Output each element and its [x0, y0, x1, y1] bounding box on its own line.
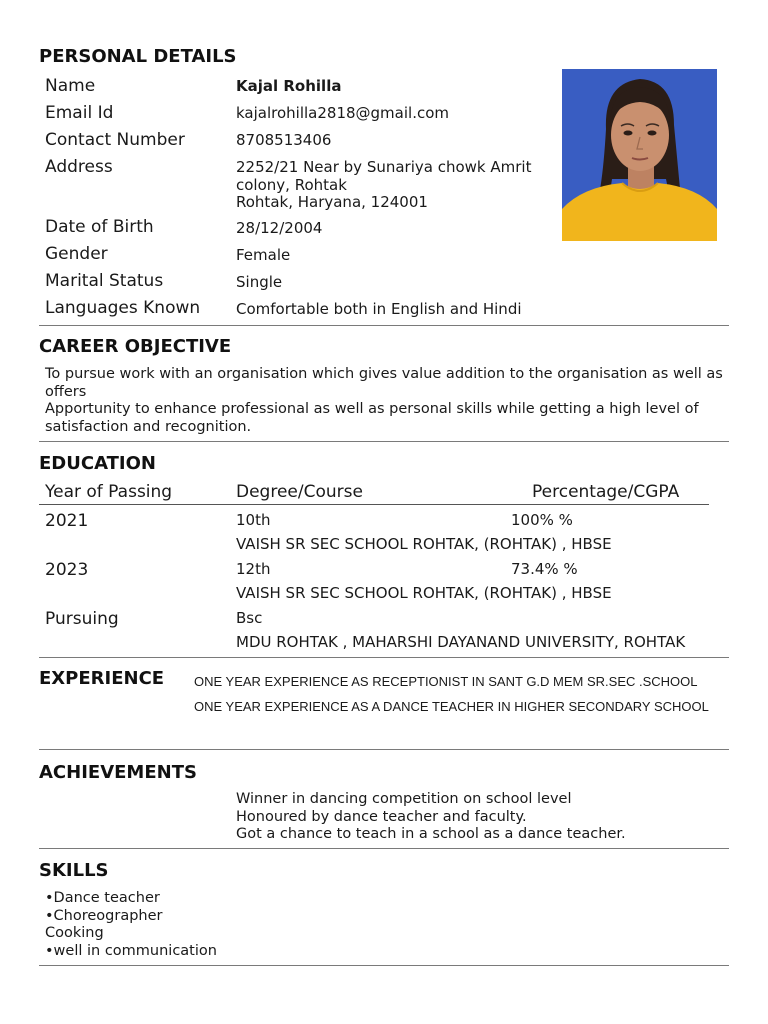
edu-institution: MDU ROHTAK , MAHARSHI DAYANAND UNIVERSITY, ROHTAK [236, 633, 686, 651]
contact-value: 8708513406 [236, 131, 332, 149]
education-heading: EDUCATION [39, 453, 156, 474]
career-line: satisfaction and recognition. [45, 418, 252, 435]
divider [39, 657, 729, 658]
divider [39, 749, 729, 750]
skill-item: Cooking [45, 925, 104, 941]
gender-label: Gender [45, 244, 108, 264]
contact-label: Contact Number [45, 130, 185, 150]
divider [39, 848, 729, 849]
col-percentage-header: Percentage/CGPA [532, 482, 680, 502]
divider [39, 325, 729, 326]
dob-label: Date of Birth [45, 217, 154, 237]
marital-status-value: Single [236, 273, 283, 291]
languages-value: Comfortable both in English and Hindi [236, 300, 522, 318]
col-year-header: Year of Passing [45, 482, 173, 502]
edu-course: Bsc [236, 609, 263, 627]
achievement-item: Honoured by dance teacher and faculty. [236, 808, 527, 825]
divider [39, 441, 729, 442]
career-line: offers [45, 383, 87, 400]
edu-year: 2021 [45, 511, 89, 531]
email-label: Email Id [45, 103, 114, 123]
career-line: To pursue work with an organisation which gives value addition to the organisation as well as [45, 366, 723, 382]
skills-heading: SKILLS [39, 860, 109, 881]
skills-list [45, 890, 445, 960]
dob-value: 28/12/2004 [236, 219, 323, 237]
edu-course: 10th [236, 511, 271, 529]
email-value: kajalrohilla2818@gmail.com [236, 104, 449, 122]
personal-details-heading: PERSONAL DETAILS [39, 46, 237, 67]
experience-item: ONE YEAR EXPERIENCE AS A DANCE TEACHER IN HIGHER SECONDARY SCHOOL [194, 699, 709, 714]
edu-course: 12th [236, 560, 271, 578]
divider [39, 965, 729, 966]
experience-heading: EXPERIENCE [39, 668, 165, 689]
languages-label: Languages Known [45, 298, 201, 318]
edu-year: 2023 [45, 560, 89, 580]
achievement-item: Winner in dancing competition on school level [236, 791, 572, 807]
marital-status-label: Marital Status [45, 271, 164, 291]
achievements-heading: ACHIEVEMENTS [39, 762, 197, 783]
edu-percentage: 73.4% % [511, 560, 578, 578]
profile-photo-icon [562, 69, 717, 241]
edu-year: Pursuing [45, 609, 119, 629]
achievements-list [236, 791, 716, 844]
experience-item: ONE YEAR EXPERIENCE AS RECEPTIONIST IN SANT G.D MEM SR.SEC .SCHOOL [194, 674, 698, 689]
gender-value: Female [236, 246, 291, 264]
career-line: Apportunity to enhance professional as well as personal skills while getting a high level of [45, 401, 699, 417]
address-line: 2252/21 Near by Sunariya chowk Amrit [236, 158, 532, 176]
achievement-item: Got a chance to teach in a school as a dance teacher. [236, 826, 626, 842]
address-value [236, 159, 531, 212]
edu-percentage: 100% % [511, 511, 573, 529]
address-line: colony, Rohtak [236, 175, 347, 194]
address-label: Address [45, 157, 113, 177]
name-value: Kajal Rohilla [236, 77, 342, 95]
edu-institution: VAISH SR SEC SCHOOL ROHTAK, (ROHTAK) , HBSE [236, 535, 612, 553]
edu-institution: VAISH SR SEC SCHOOL ROHTAK, (ROHTAK) , HBSE [236, 584, 612, 602]
col-course-header: Degree/Course [236, 482, 363, 502]
career-objective-heading: CAREER OBJECTIVE [39, 336, 232, 357]
address-line: Rohtak, Haryana, 124001 [236, 193, 428, 211]
profile-photo [562, 69, 717, 241]
name-label: Name [45, 76, 96, 96]
skill-item: •Dance teacher [45, 890, 160, 906]
skill-item: •Choreographer [45, 907, 163, 924]
table-header-divider [39, 504, 709, 505]
career-objective-text [45, 366, 725, 436]
skill-item: •well in communication [45, 942, 217, 959]
